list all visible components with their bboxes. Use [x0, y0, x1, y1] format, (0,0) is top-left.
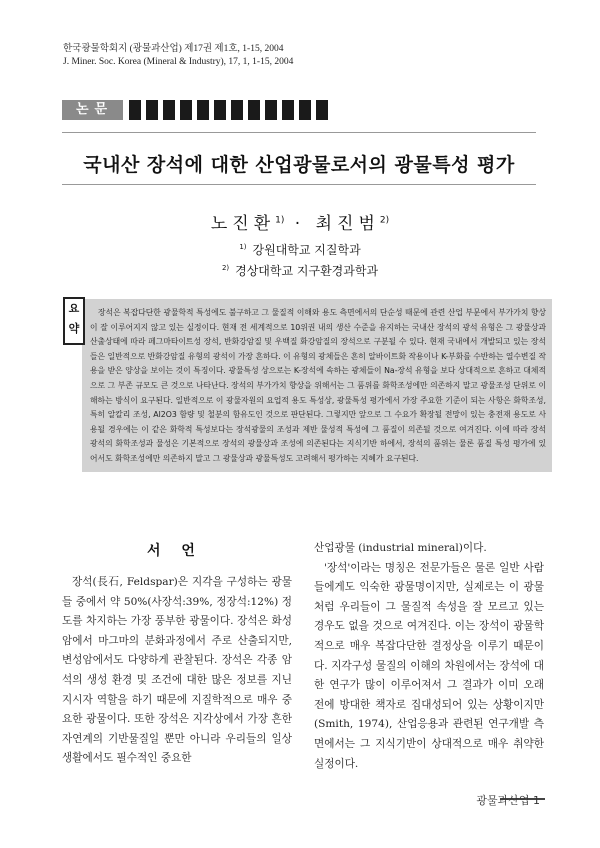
affiliation-mark: 1) — [239, 243, 247, 251]
section-tag-bar — [62, 100, 333, 120]
decorative-block — [197, 100, 209, 120]
decorative-blocks — [129, 100, 333, 120]
author-mark: 1) — [275, 215, 285, 226]
affiliation-name: 경상대학교 지구환경과학과 — [235, 264, 379, 278]
footer-journal: 광물과산업 — [476, 794, 530, 807]
affiliation-name: 강원대학교 지질학과 — [252, 243, 361, 257]
body-paragraph-continued: 산업광물 (industrial mineral)이다. — [314, 542, 487, 554]
decorative-block — [265, 100, 277, 120]
affiliation-mark: 2) — [221, 264, 230, 272]
decorative-block — [248, 100, 260, 120]
section-heading: 서 언 — [147, 543, 203, 559]
decorative-block — [214, 100, 226, 120]
affiliation — [0, 262, 600, 279]
page-footer — [476, 792, 540, 808]
decorative-block — [129, 100, 141, 120]
author-name: 최진범 — [315, 214, 380, 234]
body-paragraph: '장석'이라는 명칭은 전문가들은 물론 일반 사람들에게도 익숙한 광물명이지만, 실제로는 이 광물처럼 우리들이 그 물질적 속성을 잘 모르고 있는 경우도 없을 것으로 여겨진다. 이는 장석이 광물학적으로 매우 복잡다단한 결정상을 이루기 때문이다. 지각구성 물질의 이해의 차원에서는 장석에 대한 연구가 많이 이루어져서 그 결과가 이미 오래 전에 방대한 책자로 집대성되어 있는 상황이지만(Smith, 1974), 산업응용과 관련된 연구개발 측면에서는 그 지식기반이 상대적으로 매우 취약한 실정이다. — [314, 561, 544, 770]
journal-citation-korean: 한국광물학회지 (광물과산업) 제17권 제1호, 1-15, 2004 — [63, 44, 284, 54]
decorative-block — [282, 100, 294, 120]
journal-citation — [63, 43, 293, 69]
paper-title: 국내산 장석에 대한 산업광물로서의 광물특성 평가 — [83, 154, 515, 176]
author-name: 노진환 — [210, 214, 276, 234]
decorative-block — [231, 100, 243, 120]
abstract-text: 장석은 복잡다단한 광물학적 특성에도 불구하고 그 물질적 이해와 용도 측면에서의 단순성 때문에 관련 산업 부문에서 부가가치 향상이 잘 이루어지지 않고 있는 실정이다. 현재 전 세계적으로 10위권 내의 생산 수준을 유지하는 국내산 장석의 광석 유형은 그 광물상과 산출상태에 따라 페그마타이트성 장석, 반화강암질 및 우백질 화강암질의 장석으로 구분될 수 있다. 현재 국내에서 개발되고 있는 장석들은 일반적으로 반화강암질 유형의 광석이 가장 흔하다. 이 유형의 광체들은 흔히 알바이트화 작용이나 K-부화를 수반하는 열수변질 작용을 받은 양상을 보이는 것이 특징이다. 광물특성 상으로는 K-장석에 속하는 광체들이 Na-장석 유형을 보다 상대적으로 흔하고 대체적으로 그 부존 규모도 큰 것으로 나타난다. 장석의 부가가치 향상을 위해서는 그 품위를 화학조성에만 의존하지 말고 광물조성 단위로 이해하는 방식이 요구된다. 일반적으로 이 광물자원의 요업적 용도 특성상, 광물특성 평가에서 가장 주요한 기준이 되는 사항은 화학조성, 특히 알칼리 조성, Al2O3 함량 및 철분의 함유도인 것으로 판단된다. 그렇지만 앞으로 그 수요가 확장될 전망이 있는 충전재 용도로 사용될 경우에는 이 같은 화학적 특성보다는 장석광물의 조성과 제반 물성적 특성에 그 품질이 의존될 것으로 여겨진다. 이에 따라 장석 광석의 화학조성과 물성은 기본적으로 장석의 광물상과 조성에 의존된다는 지식기반 하에서, 장석의 품위는 물론 품질 특성 평가에 있어서도 화학조성에만 의존하지 말고 그 광물상과 광물특성도 고려해서 평가하는 지혜가 요구된다. — [90, 308, 546, 463]
section-tag: 논문 — [62, 100, 123, 120]
affiliation — [0, 241, 600, 258]
decorative-block — [299, 100, 311, 120]
author-separator: · — [294, 214, 306, 234]
author-mark: 2) — [379, 215, 390, 226]
body-column-right — [314, 539, 544, 774]
journal-citation-english: J. Miner. Soc. Korea (Mineral & Industry), 17, 1, 1-15, 2004 — [63, 57, 294, 67]
body-column-left — [62, 573, 292, 769]
decorative-block — [316, 100, 328, 120]
decorative-block — [163, 100, 175, 120]
title-bottom-rule — [62, 184, 536, 185]
title-top-rule — [62, 132, 536, 133]
author-line — [0, 209, 600, 234]
abstract-label: 요약 — [63, 297, 85, 345]
decorative-block — [146, 100, 158, 120]
body-paragraph: 장석(長石, Feldspar)은 지각을 구성하는 광물들 중에서 약 50%(사장석:39%, 정장석:12%) 정도를 차지하는 가장 풍부한 광물이다. 장석은 화성암에서 마그마의 분화과정에서 주로 산출되지만, 변성암에서도 다양하게 관찰된다. 장석은 각종 암석의 생성 환경 및 조건에 대한 많은 정보를 지닌 지시자 역할을 하기 때문에 지질학적으로 매우 중요한 광물이다. 또한 장석은 지각상에서 가장 흔한 자연계의 기반물질일 뿐만 아니라 우리들의 일상생활에서도 필수적인 중요한 — [62, 576, 292, 765]
page-number: 1 — [533, 794, 540, 807]
decorative-block — [180, 100, 192, 120]
